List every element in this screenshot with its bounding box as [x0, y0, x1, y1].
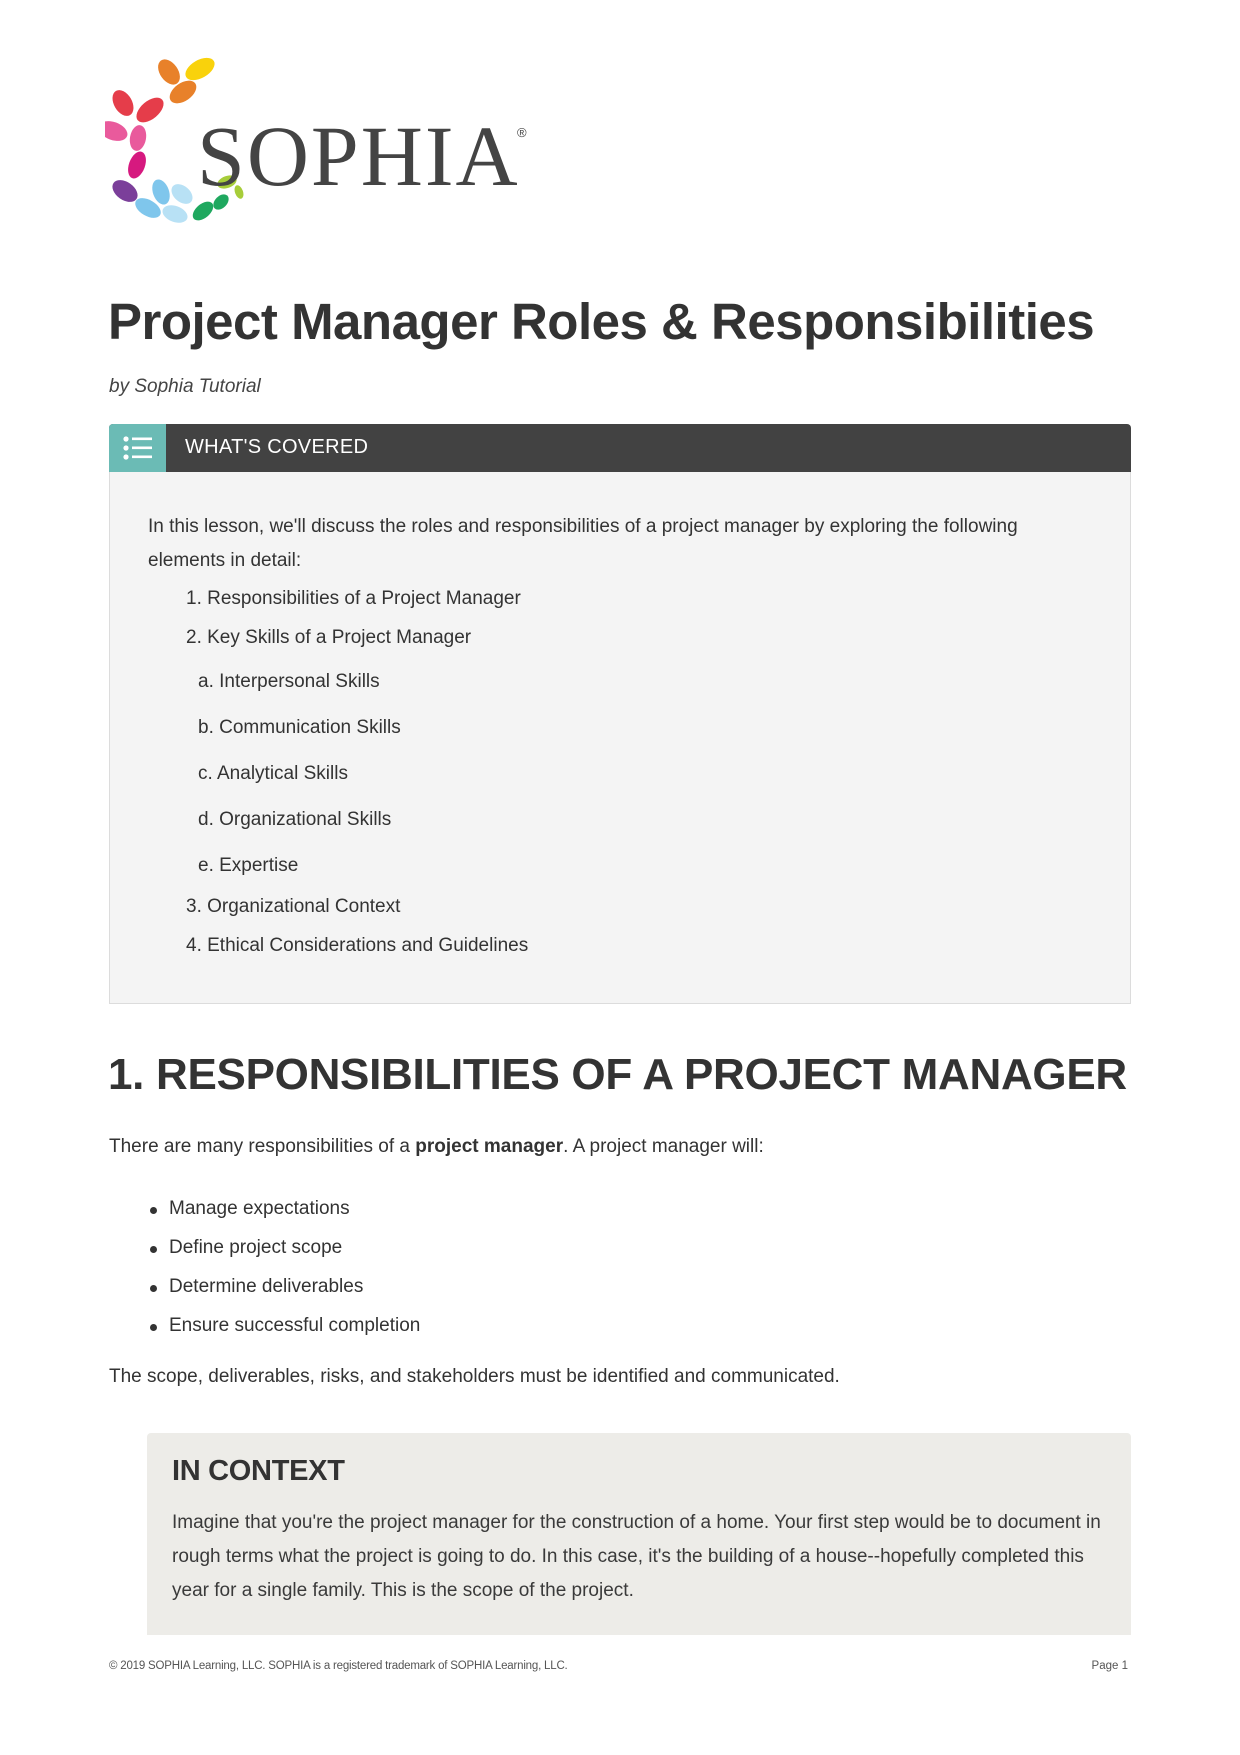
footer-copyright: © 2019 SOPHIA Learning, LLC. SOPHIA is a registered trademark of SOPHIA Learning, LLC.: [109, 1660, 568, 1672]
outline-item: 4. Ethical Considerations and Guidelines: [186, 935, 529, 956]
whats-covered-body: [109, 472, 1131, 1004]
list-item: Define project scope: [150, 1237, 420, 1276]
key-term-project-manager: project manager: [415, 1136, 564, 1157]
whats-covered-title: WHAT'S COVERED: [185, 436, 369, 458]
bullet-icon: [150, 1324, 157, 1331]
outline-subitem: e. Expertise: [198, 855, 299, 876]
section-heading: 1. RESPONSIBILITIES OF A PROJECT MANAGER: [108, 1050, 1127, 1099]
section-closing: The scope, deliverables, risks, and stakeholders must be identified and communicated.: [109, 1366, 840, 1387]
responsibilities-list: [150, 1198, 420, 1354]
bullet-icon: [150, 1246, 157, 1253]
byline: by Sophia Tutorial: [109, 376, 261, 397]
outline-subitem: b. Communication Skills: [198, 717, 401, 738]
in-context-box: [147, 1433, 1131, 1635]
outline-subitem: c. Analytical Skills: [198, 763, 348, 784]
list-item: Manage expectations: [150, 1198, 420, 1237]
in-context-title: IN CONTEXT: [172, 1455, 345, 1487]
sophia-logo: [105, 55, 535, 255]
intro-text: There are many responsibilities of a: [109, 1136, 416, 1157]
intro-text-end: . A project manager will:: [563, 1136, 764, 1157]
outline-item: 2. Key Skills of a Project Manager: [186, 627, 472, 648]
bullet-icon: [150, 1285, 157, 1292]
section-intro: [109, 1136, 764, 1158]
bullet-icon: [150, 1207, 157, 1214]
whats-covered-header: [109, 424, 1131, 472]
registered-mark: ®: [517, 125, 527, 140]
outline-subitem: d. Organizational Skills: [198, 809, 392, 830]
list-item: Determine deliverables: [150, 1276, 420, 1315]
list-item: Ensure successful completion: [150, 1315, 420, 1354]
whats-covered-box: [109, 424, 1131, 1004]
outline-item: 3. Organizational Context: [186, 896, 401, 917]
in-context-body: Imagine that you're the project manager for the construction of a home. Your first step would be to document in rough terms what the project is going to do. In this case, it's the building of a house--hopefully completed this year for a single family. This is the scope of the project.: [172, 1512, 1101, 1601]
lesson-outline: [148, 584, 1092, 970]
list-icon: [109, 424, 166, 472]
logo-wordmark: SOPHIA: [197, 108, 520, 204]
outline-subitem: a. Interpersonal Skills: [198, 671, 380, 692]
page-number: Page 1: [1091, 1660, 1128, 1672]
whats-covered-intro: In this lesson, we'll discuss the roles and responsibilities of a project manager by exploring the following elements in detail:: [148, 516, 1018, 571]
document-title: Project Manager Roles & Responsibilities: [108, 293, 1095, 350]
outline-item: 1. Responsibilities of a Project Manager: [186, 588, 521, 609]
